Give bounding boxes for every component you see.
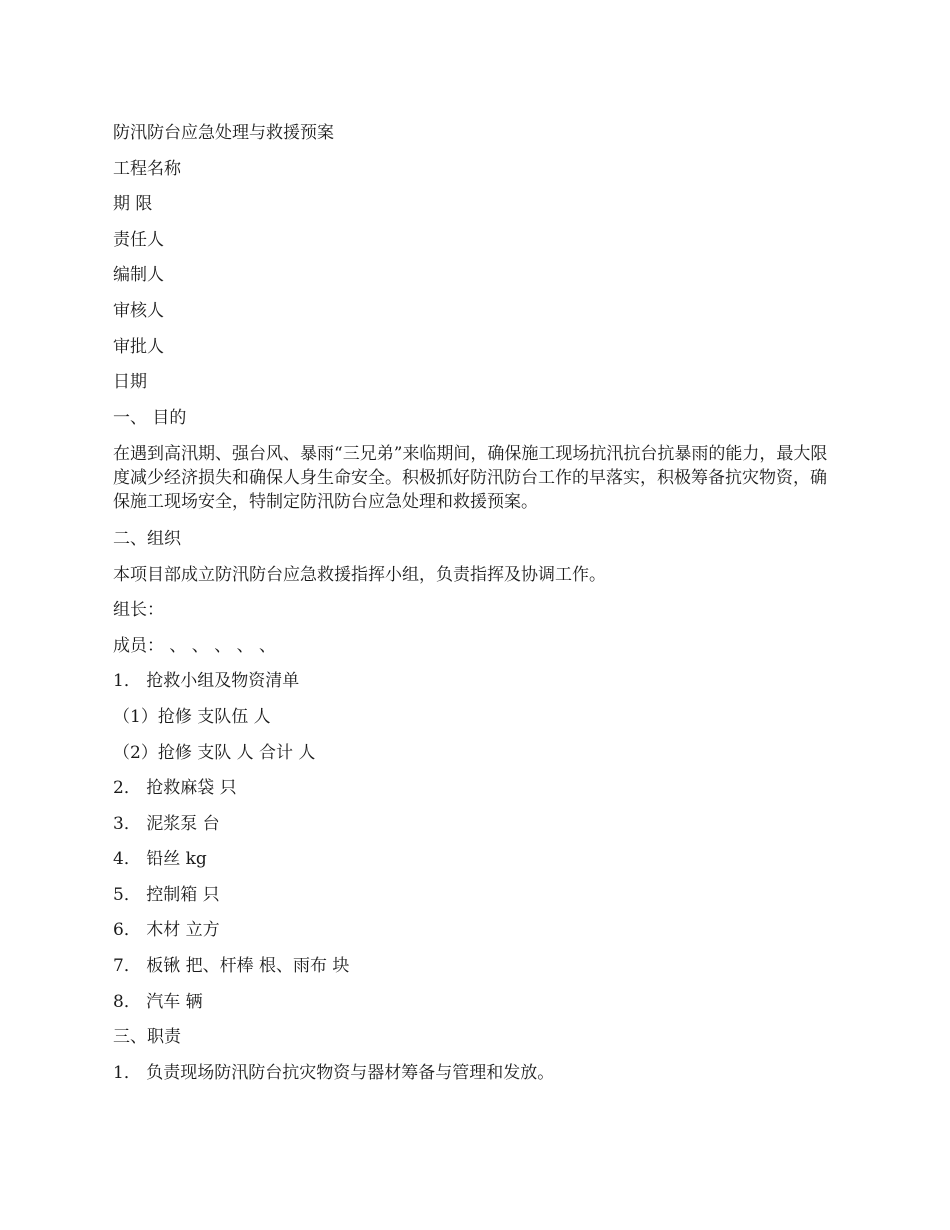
list-item: 4． 铅丝 kg — [113, 849, 207, 870]
list-item: 7． 板锹 把、杆棒 根、雨布 块 — [113, 956, 350, 977]
list-item: 1． 负责现场防汛防台抗灾物资与器材筹备与管理和发放。 — [113, 1062, 555, 1083]
list-item: （2）抢修 支队 人 合计 人 — [113, 742, 316, 763]
section-heading-purpose: 一、 目的 — [113, 407, 187, 428]
list-item: 6． 木材 立方 — [113, 920, 220, 941]
list-item: 2． 抢救麻袋 只 — [113, 778, 237, 799]
cover-field-responsible-person: 责任人 — [113, 229, 164, 250]
team-members-line: 成员： 、 、 、 、 、 — [113, 635, 277, 656]
list-item: （1）抢修 支队伍 人 — [113, 706, 271, 727]
cover-field-reviewer: 审核人 — [113, 300, 164, 321]
cover-field-approver: 审批人 — [113, 336, 164, 357]
document-title: 防汛防台应急处理与救援预案 — [113, 123, 334, 143]
section-heading-responsibilities: 三、职责 — [113, 1027, 181, 1048]
section-paragraph-purpose: 在遇到高汛期、强台风、暴雨“三兄弟”来临期间，确保施工现场抗汛抗台抗暴雨的能力，最大限度减少经济损失和确保人身生命安全。积极抓好防汛防台工作的早落实，积极筹备抗灾物资，确保施工现场安全，特制定防汛防台应急处理和救援预案。 — [113, 444, 828, 513]
list-item: 8． 汽车 辆 — [113, 991, 203, 1012]
cover-field-project-name: 工程名称 — [113, 158, 181, 179]
section-heading-organization: 二、组织 — [113, 528, 181, 549]
document-body — [113, 122, 843, 1097]
list-item: 3． 泥浆泵 台 — [113, 813, 220, 834]
list-item: 5． 控制箱 只 — [113, 884, 220, 905]
section-paragraph-organization: 本项目部成立防汛防台应急救援指挥小组，负责指挥及协调工作。 — [113, 564, 606, 585]
list-item: 1． 抢救小组及物资清单 — [113, 671, 300, 692]
cover-field-date: 日期 — [113, 372, 147, 393]
cover-field-period: 期 限 — [113, 194, 153, 215]
cover-field-compiler: 编制人 — [113, 265, 164, 286]
team-leader-line: 组长： — [113, 600, 164, 621]
